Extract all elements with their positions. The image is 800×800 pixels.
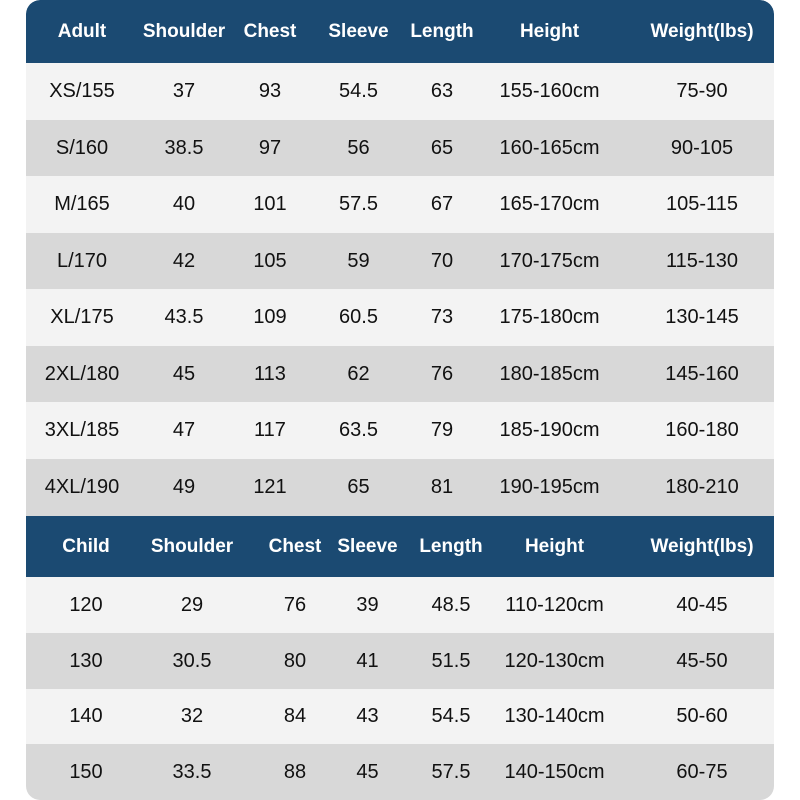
child-table-cell: 32 [180,705,204,727]
child-table-cell: 51.5 [431,649,471,672]
adult-table-cell: 37 [172,80,196,102]
adult-table-cell: 113 [254,363,286,385]
child-table-cell: 150 [69,760,103,783]
child-table-cell: 33.5 [172,760,212,783]
adult-header-cell: Weight(lbs) [650,20,754,42]
adult-table-cell: 117 [254,419,286,441]
adult-table-cell: 63 [430,80,454,102]
adult-table-row [26,233,774,290]
adult-table-cell: 79 [430,419,454,441]
adult-table-cell: M/165 [54,193,110,215]
adult-header-cell: Length [410,20,474,42]
child-table-cell: 54.5 [431,705,471,727]
adult-table-cell: 42 [172,250,196,272]
adult-table-cell: 70 [430,250,454,272]
adult-table-cell: 160-165cm [499,137,600,159]
adult-table-cell: 121 [253,476,287,498]
adult-table-cell: 43.5 [164,306,204,328]
child-table-row [26,633,774,689]
adult-table-cell: 3XL/185 [44,419,120,441]
child-table-cell: 48.5 [431,593,471,616]
adult-table-cell: 109 [253,306,287,328]
adult-table-cell: 57.5 [339,193,378,215]
child-table-cell: 140 [69,705,103,727]
adult-table-cell: 81 [430,476,454,498]
child-table-cell: 120 [69,593,103,616]
adult-table-cell: 59 [347,250,370,272]
adult-table-row [26,289,774,346]
child-table-row [26,689,774,744]
child-table-cell: 57.5 [431,760,471,783]
child-table-cell: 76 [283,593,307,616]
child-header-row [26,516,774,577]
child-table-cell: 45-50 [676,649,728,672]
child-header-cell: Height [524,535,585,557]
child-table-cell: 130-140cm [504,705,605,727]
adult-table-cell: 45 [172,363,196,385]
adult-table-cell: 4XL/190 [44,476,120,498]
adult-table-cell: XL/175 [50,306,114,328]
adult-table-cell: L/170 [56,250,108,272]
size-chart [26,0,774,800]
child-table-cell: 140-150cm [504,760,605,783]
adult-table-cell: 115-130 [666,250,738,272]
adult-table-row [26,176,774,233]
adult-table-cell: 47 [172,419,196,441]
adult-table-cell: 160-180 [665,419,739,441]
child-table-row [26,577,774,633]
adult-table-cell: 54.5 [339,80,378,102]
child-header-cell: Sleeve [337,535,398,557]
child-table-cell: 41 [356,649,379,672]
child-table-cell: 88 [283,760,307,783]
adult-table-cell: 105 [253,250,287,272]
adult-table-cell: 165-170cm [499,193,600,215]
adult-table-cell: 49 [172,476,196,498]
adult-header-cell: Chest [243,20,297,42]
child-table-cell: 43 [356,705,379,727]
adult-table-row [26,120,774,177]
child-header-cell: Chest [268,535,322,557]
adult-table-cell: 97 [258,137,282,159]
child-table-cell: 29 [180,593,204,616]
adult-table-cell: 90-105 [670,137,734,159]
child-table-cell: 45 [356,760,379,783]
child-table-cell: 80 [283,649,307,672]
child-table-row [26,744,774,800]
adult-table-cell: XS/155 [49,80,115,102]
child-header-cell: Weight(lbs) [650,535,754,557]
adult-header-cell: Sleeve [328,20,389,42]
adult-table-row [26,63,774,120]
child-header-cell: Child [62,535,110,557]
adult-header-row [26,0,774,63]
adult-table-cell: 73 [430,306,454,328]
adult-table-cell: 63.5 [339,419,378,441]
adult-table-cell: 2XL/180 [44,363,120,385]
adult-table-cell: 180-210 [665,476,739,498]
child-table-cell: 84 [283,705,307,727]
adult-table-cell: 190-195cm [499,476,600,498]
adult-table-cell: 75-90 [676,80,728,102]
adult-table-cell: 60.5 [339,306,378,328]
adult-table-cell: 65 [347,476,370,498]
adult-table-cell: 67 [430,193,454,215]
adult-header-cell: Adult [57,20,107,42]
adult-table-cell: 65 [430,137,454,159]
child-table-cell: 50-60 [676,705,728,727]
adult-table-cell: 38.5 [164,137,204,159]
adult-table-cell: 170-175cm [499,250,600,272]
child-table-cell: 39 [356,593,379,616]
child-table-cell: 60-75 [676,760,728,783]
adult-header-cell: Shoulder [142,20,226,42]
adult-table-row [26,459,774,516]
adult-header-cell: Height [519,20,580,42]
adult-table-cell: 105-115 [666,193,738,215]
adult-table-row [26,346,774,403]
child-table-cell: 110-120cm [505,593,604,616]
adult-table-cell: 93 [258,80,282,102]
adult-table-row [26,402,774,459]
adult-table-cell: 62 [347,363,370,385]
adult-table-cell: 56 [347,137,370,159]
adult-table-cell: 155-160cm [499,80,600,102]
adult-table-cell: 145-160 [665,363,739,385]
child-table-cell: 130 [69,649,103,672]
adult-table-cell: S/160 [55,137,109,159]
adult-table-cell: 175-180cm [499,306,600,328]
child-table-cell: 120-130cm [504,649,605,672]
adult-table-cell: 130-145 [665,306,739,328]
child-table-cell: 30.5 [172,649,212,672]
adult-table-cell: 185-190cm [499,419,600,441]
child-header-cell: Shoulder [150,535,234,557]
child-header-cell: Length [419,535,483,557]
adult-table-cell: 40 [172,193,196,215]
child-table-cell: 40-45 [676,593,728,616]
adult-table-cell: 101 [253,193,287,215]
adult-table-cell: 180-185cm [499,363,600,385]
adult-table-cell: 76 [430,363,454,385]
